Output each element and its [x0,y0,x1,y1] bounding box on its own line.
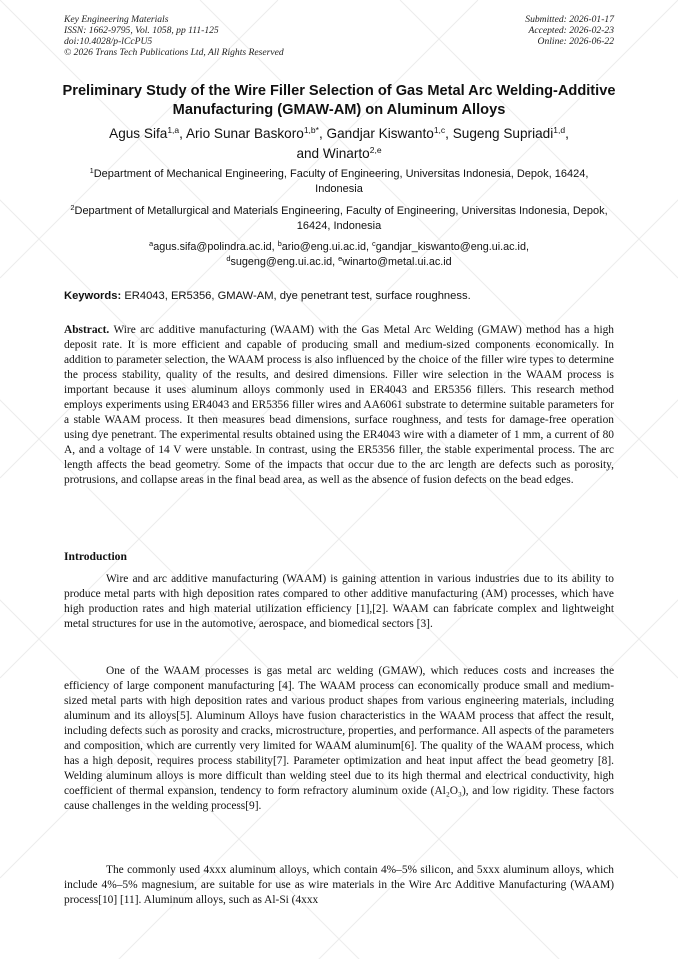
author: Sugeng Supriadi$^{1,d}$, [452,125,569,141]
abstract-label: Abstract. [64,324,110,336]
copyright-line: © 2026 Trans Tech Publications Ltd, All Rights Reserved [64,47,284,58]
dates-header [525,14,614,47]
intro-paragraph: One of the WAAM processes is gas metal arc welding (GMAW), which reduces costs and increases the efficiency of large component manufacturing [4]. The WAAM process can economically produce small and medium-sized metal parts with high deposition rates and various product shapes from various engineering materials, including aluminum and its alloys[5]. Aluminum Alloys have fusion characteristics in the WAAM process that affect the result, including defects such as porosity and cracks, microstructure, properties, and performance. All aspects of the parameters and composition, which are currently very limited for WAAM aluminum[6]. The quality of the WAAM process, which has a high deposit, requires process stability[7]. Parameter optimization and heat input affect the bead geometry [8]. Welding aluminum alloys is more difficult than welding steel due to its high thermal and electrical conductivity, high coefficient of thermal expansion, tendency to form refractory aluminum oxide (Al₂O₃), and low rigidity. These factors cause challenges in the welding process[9]. [64,665,614,812]
online-date: Online: 2026-06-22 [537,36,614,47]
keywords-label: Keywords: [64,290,122,302]
abstract [64,323,614,488]
keywords-line [64,289,614,304]
accepted-date: Accepted: 2026-02-23 [528,25,614,36]
email-address[interactable]: $^e$winarto@metal.ui.ac.id [338,254,452,268]
abstract-text: Wire arc additive manufacturing (WAAM) with the Gas Metal Arc Welding (GMAW) method has a high deposit rate. It is more efficient and capable of producing small and medium-sized components economically. In addition to parameter selection, the WAAM process is also influenced by the choice of the filler wire types to determine the process stability, quality of the results, and desired dimensions. Filler wire selection in the WAAM process is important because it uses aluminum alloys commonly used in ER4043 and ER5356 fillers. This research method employs experiments using ER4043 and ER5356 filler wires and AA6061 substrate to determine suitable parameters for a stable WAAM process. It then measures bead dimensions, surface roughness, and tests for damage-free operation using dye penetrant. The experimental results obtained using the ER4043 wire with a diameter of 1 mm, a current of 80 A, and a voltage of 14 V were unstable. In contrast, using the ER5356 filler, the stable experimental process. The arc length affects the bead geometry. Some of the impacts that occur due to the arc length are defects such as porosity, protrusions, and collapse areas in the final bead area, as well as the absence of fusion defects on the bead edges. [64,324,614,486]
journal-name: Key Engineering Materials [64,14,169,25]
keywords-text: ER4043, ER5356, GMAW-AM, dye penetrant test, surface roughness. [124,290,471,302]
intro-paragraph: Wire and arc additive manufacturing (WAAM) is gaining attention in various industries due to its ability to produce metal parts with high deposition rates compared to other additive manufacturing (AM) processes, which have high production rates and high material utilization efficiency [1],[2]. WAAM can fabricate complex and lightweight metal structures for use in the automotive, aerospace, and biomedical sectors [3]. [64,573,614,630]
email-address[interactable]: $^d$sugeng@eng.ui.ac.id [226,254,333,268]
author: Ario Sunar Baskoro$^{1,b*}$, [185,125,327,141]
journal-header [64,14,284,58]
author-list [50,124,628,164]
intro-paragraph: The commonly used 4xxx aluminum alloys, which contain 4%–5% silicon, and 5xxx aluminum alloys, which include 4%–5% magnesium, are suitable for use as wire materials in the Wire Arc Additive Manufacturing (WAAM) process[10] [11]. Aluminum alloys, such as Al-Si (4xxx [64,864,614,906]
author: and Winarto$^{2,e}$ [296,145,382,161]
section-heading-introduction: Introduction [64,550,127,563]
paper-title: Preliminary Study of the Wire Filler Selection of Gas Metal Arc Welding-Additive Manufacturing (GMAW-AM) on Aluminum Alloys [62,83,616,118]
doi-line[interactable]: doi:10.4028/p-lCcPU5 [64,36,153,47]
submitted-date: Submitted: 2026-01-17 [525,14,614,25]
affiliation-1: $^1$Department of Mechanical Engineering, Faculty of Engineering, Universitas Indonesia, Depok, 16424, Indonesia [89,166,589,195]
email-address[interactable]: $^a$agus.sifa@polindra.ac.id [149,239,272,253]
email-address[interactable]: $^c$gandjar_kiswanto@eng.ui.ac.id [371,239,526,253]
author: Gandjar Kiswanto$^{1,c}$, [326,125,453,141]
author: Agus Sifa$^{1,a}$, [109,125,186,141]
email-list: $^a$agus.sifa@polindra.ac.id, $^b$ario@eng.ui.ac.id, $^c$gandjar_kiswanto@eng.ui.ac.id, $^d$sugeng@eng.ui.ac.id, $^e$winarto@metal.ui.ac.id [149,239,529,268]
email-address[interactable]: $^b$ario@eng.ui.ac.id [277,239,366,253]
affiliation-2: $^2$Department of Metallurgical and Materials Engineering, Faculty of Engineering, Universitas Indonesia, Depok, 16424, Indonesia [70,203,608,232]
issn-line: ISSN: 1662-9795, Vol. 1058, pp 111-125 [64,25,219,36]
